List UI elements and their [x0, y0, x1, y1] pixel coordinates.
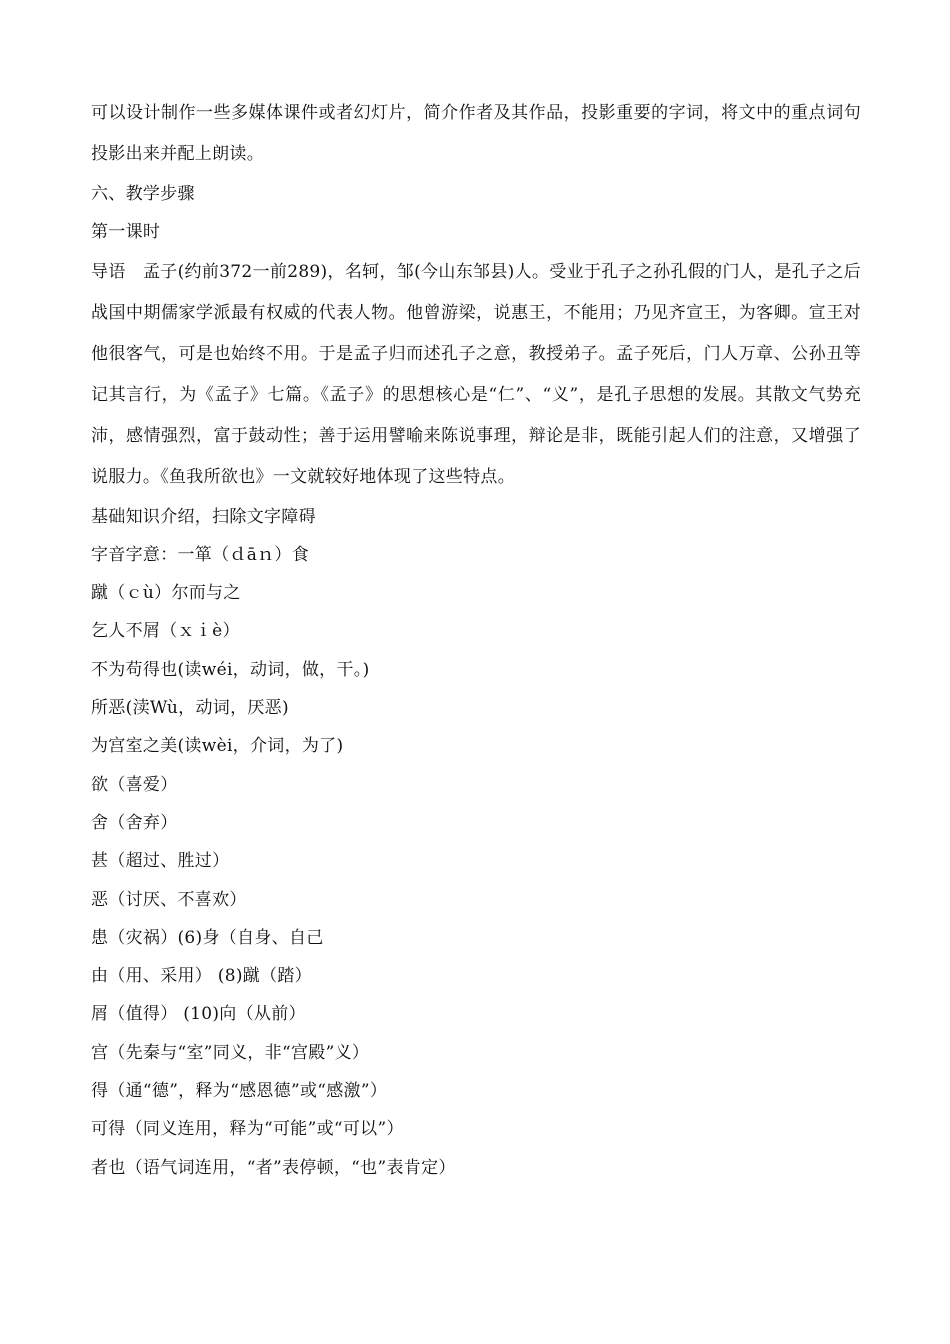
list-line: 由（用、采用） (8)蹴（踏）: [91, 966, 312, 987]
list-line: 者也（语气词连用，“者”表停顿，“也”表肯定）: [91, 1157, 456, 1178]
list-line: 欲（喜爱）: [91, 774, 178, 795]
list-line: 舍（舍弃）: [91, 812, 178, 833]
heading-teaching-steps: 六、教学步骤: [91, 184, 195, 204]
list-line: 屑（值得） (10)向（从前）: [91, 1004, 306, 1025]
vocabulary-list: [91, 498, 861, 1187]
list-line: 所恶(渎Wù，动词，厌恶): [91, 698, 289, 719]
list-line: 宫（先秦与“室”同义，非“宫殿”义）: [91, 1042, 370, 1063]
heading-first-lesson: 第一课时: [91, 222, 161, 243]
paragraph-introduction: 导语 孟子(约前372一前289)，名轲，邹(今山东邹县)人。受业于孔子之孙孔假的门人，是孔子之后战国中期儒家学派最有权威的代表人物。他曾游梁，说惠王，不能用；乃见齐宣王，为客卿。宣王对他很客气，可是也始终不用。于是孟子归而述孔子之意，教授弟子。孟子死后，门人万章、公孙丑等记其言行，为《孟子》七篇。《孟子》的思想核心是“仁”、“义”，是孔子思想的发展。其散文气势充沛，感情强烈，富于鼓动性；善于运用譬喻来陈说事理，辩论是非，既能引起人们的注意，又增强了说服力。《鱼我所欲也》一文就较好地体现了这些特点。: [91, 261, 861, 487]
list-line: 恶（讨厌、不喜欢）: [91, 889, 247, 910]
list-line: 蹴（ｃù）尔而与之: [91, 583, 241, 604]
list-line: 甚（超过、胜过）: [91, 851, 230, 872]
list-line: 可得（同义连用，释为“可能”或“可以”）: [91, 1119, 404, 1140]
list-line: 得（通“德”，释为“感恩德”或“感激”）: [91, 1081, 388, 1102]
list-line: 字音字意：一箪（ｄāｎ）食: [91, 544, 310, 565]
list-line: 基础知识介绍，扫除文字障碍: [91, 506, 316, 527]
list-line: 患（灾祸）(6)身（自身、自己: [91, 927, 324, 948]
list-line: 为宫室之美(读wèi，介词，为了): [91, 736, 344, 757]
list-line: 不为苟得也(读wéi，动词，做，干。): [91, 659, 370, 680]
document-page: [91, 93, 861, 1187]
list-line: 乞人不屑（ｘｉè）: [91, 621, 240, 642]
paragraph-preparation: 可以设计制作一些多媒体课件或者幻灯片，简介作者及其作品，投影重要的字词，将文中的重点词句投影出来并配上朗读。: [91, 103, 861, 164]
